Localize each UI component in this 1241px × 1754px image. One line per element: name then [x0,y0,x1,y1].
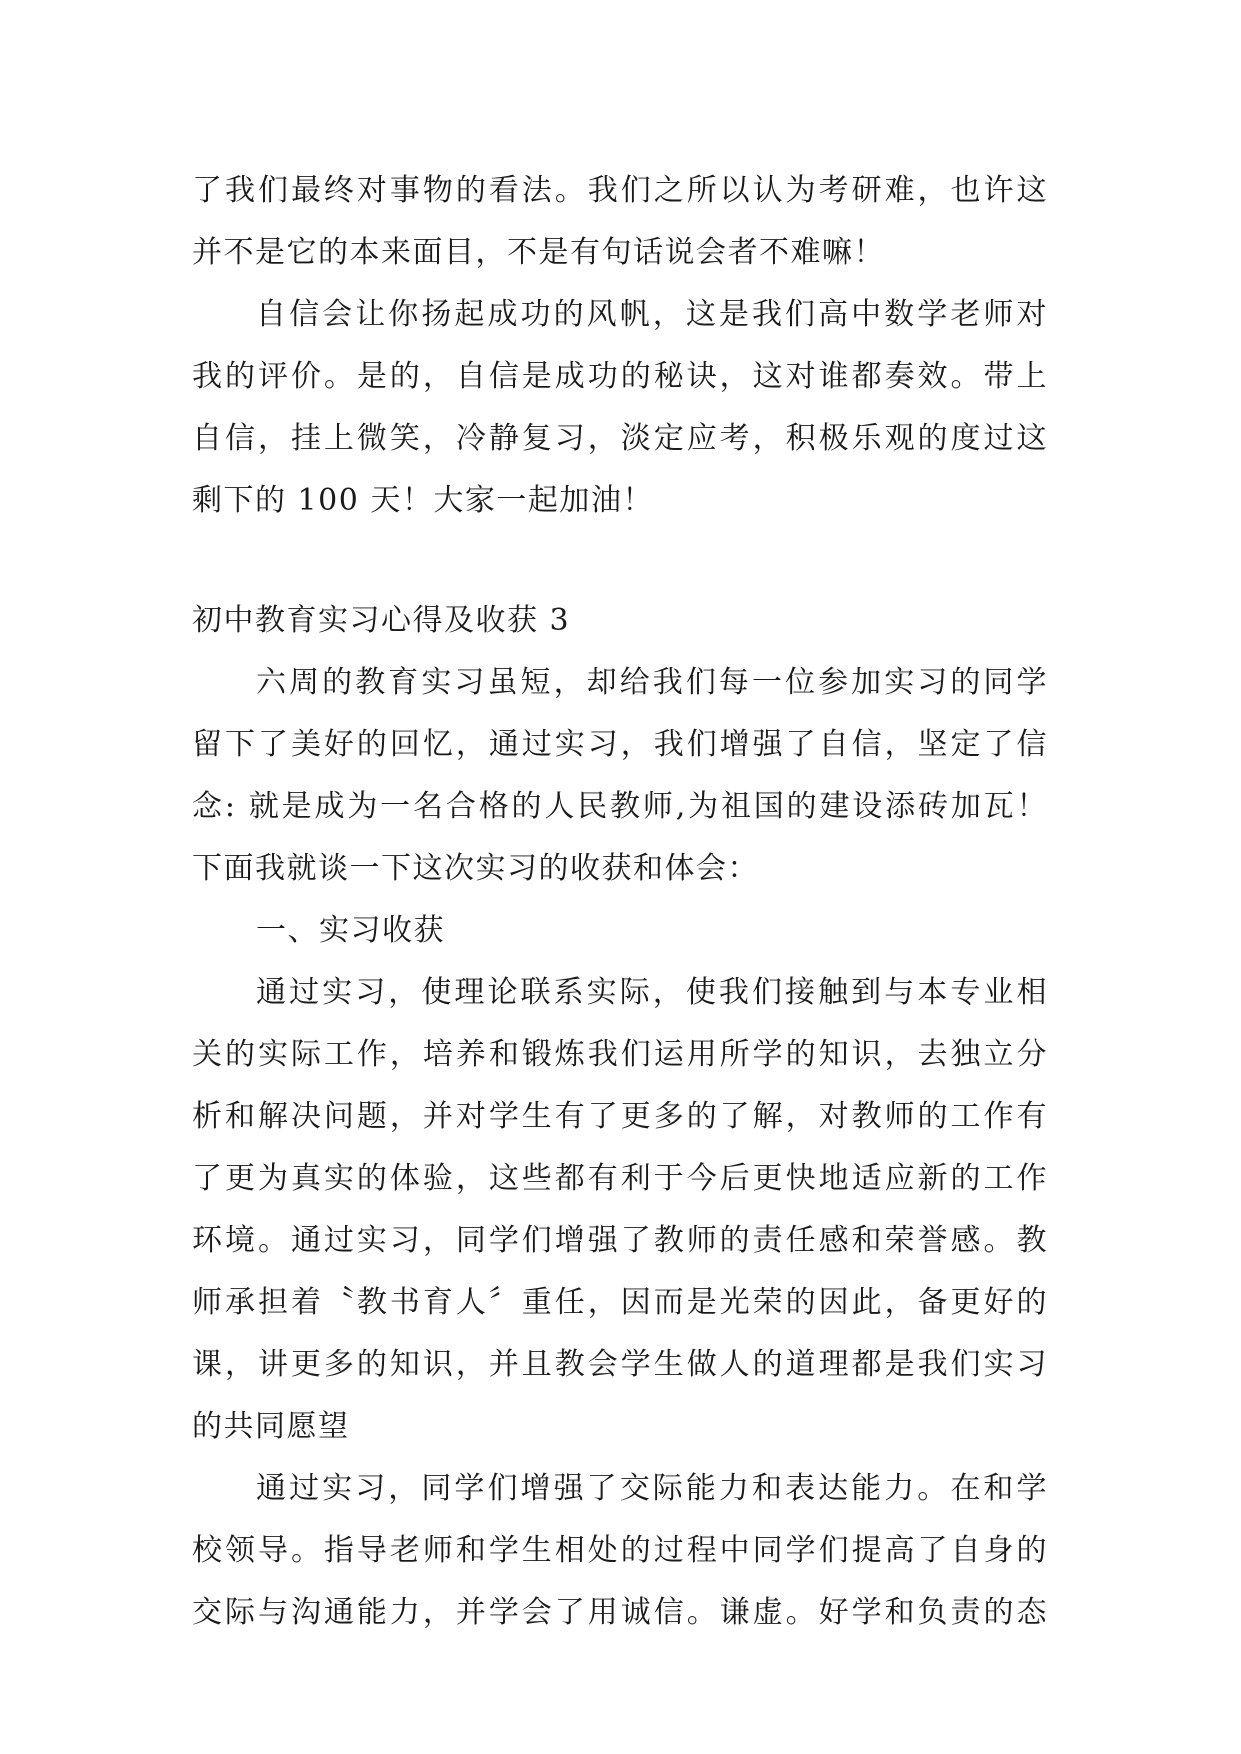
text-line: 自信会让你扬起成功的风帆，这是我们高中数学老师对 [256,297,1048,332]
paragraph-gains [192,962,1048,1458]
text-line: 六周的教育实习虽短，却给我们每一位参加实习的同学 [256,665,1048,700]
text-line: 课，讲更多的知识，并且教会学生做人的道理都是我们实习 [192,1347,1048,1382]
text-line: 校领导。指导老师和学生相处的过程中同学们提高了自身的 [192,1533,1048,1568]
paragraph-continuation [192,160,1048,284]
text-line: 的共同愿望 [192,1409,350,1444]
text-line: 通过实习，同学们增强了交际能力和表达能力。在和学 [256,1471,1048,1506]
section-title: 初中教育实习心得及收获 3 [192,603,571,638]
subheading: 一、实习收获 [256,913,445,948]
paragraph-confidence [192,284,1048,532]
text-line: 念: 就是成为一名合格的人民教师,为祖国的建设添砖加瓦！ [192,789,1048,824]
text-line: 环境。通过实习，同学们增强了教师的责任感和荣誉感。教 [192,1223,1048,1258]
text-line: 交际与沟通能力，并学会了用诚信。谦虚。好学和负责的态 [192,1595,1048,1630]
text-line: 通过实习，使理论联系实际，使我们接触到与本专业相 [256,975,1048,1010]
text-line: 析和解决问题，并对学生有了更多的了解，对教师的工作有 [192,1099,1048,1134]
text-line: 了我们最终对事物的看法。我们之所以认为考研难，也许这 [192,173,1048,208]
text-line: 剩下的 100 天！大家一起加油！ [192,483,654,518]
text-line: 留下了美好的回忆，通过实习，我们增强了自信，坚定了信 [192,727,1048,762]
section-spacer [192,532,1048,590]
text-line: 并不是它的本来面目，不是有句话说会者不难嘛！ [192,235,885,270]
text-line: 我的评价。是的，自信是成功的秘诀，这对谁都奏效。带上 [192,359,1048,394]
text-line: 关的实际工作，培养和锻炼我们运用所学的知识，去独立分 [192,1037,1048,1072]
text-line: 自信，挂上微笑，冷静复习，淡定应考，积极乐观的度过这 [192,421,1048,456]
paragraph-intro [192,652,1048,900]
text-line: 下面我就谈一下这次实习的收获和体会： [192,851,759,886]
paragraph-communication [192,1458,1048,1644]
document-page [192,160,1048,1644]
text-line: 了更为真实的体验，这些都有利于今后更快地适应新的工作 [192,1161,1048,1196]
text-line: 师承担着〝教书育人〞重任，因而是光荣的因此，备更好的 [192,1285,1048,1320]
